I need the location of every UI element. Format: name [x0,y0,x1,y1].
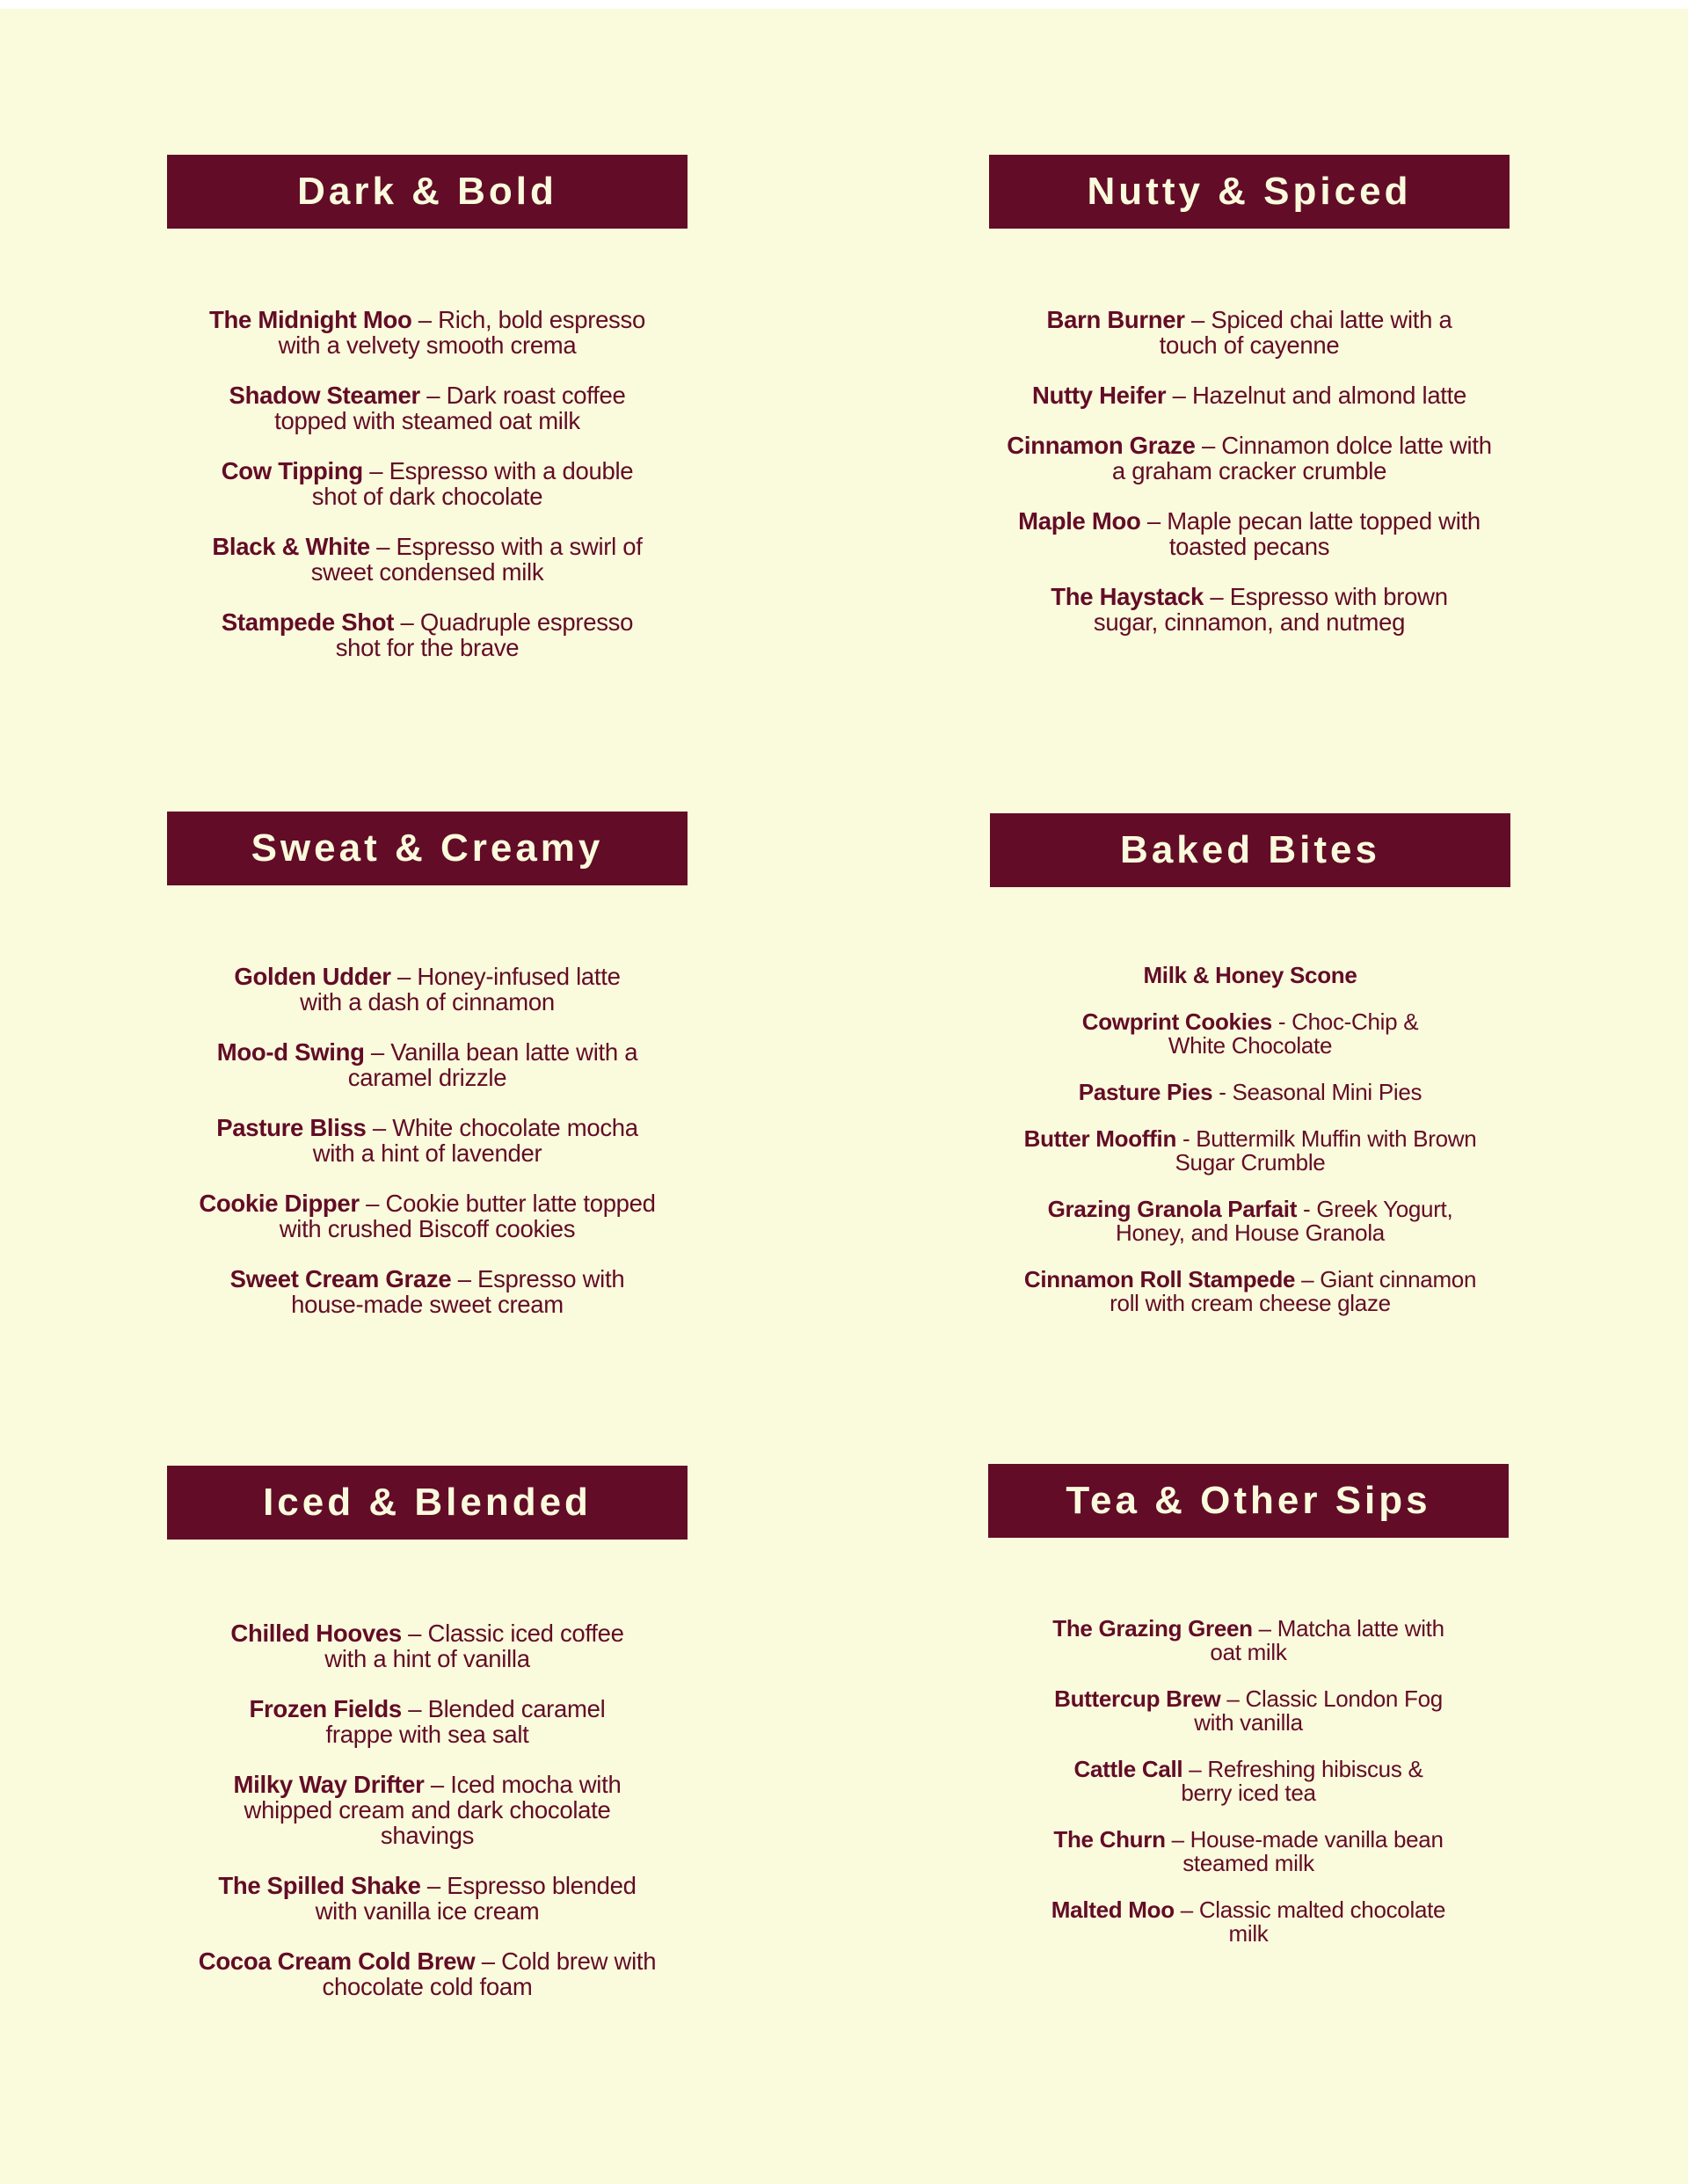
item-separator: – [401,1695,428,1722]
item-description: Rich, bold espresso with a velvety smooth crema [278,306,645,359]
item-separator: – [1252,1615,1277,1642]
item-name: Cookie Dipper [199,1190,360,1217]
menu-item [229,1620,625,1671]
item-description: Classic malted chocolate milk [1198,1896,1446,1947]
item-separator: – [1165,1826,1190,1853]
section-tea-and-other-sips [988,1464,1509,1969]
item-name: Butter Mooffin [1023,1125,1177,1152]
item-description: Matcha latte with oat milk [1210,1615,1444,1665]
menu-item [990,382,1509,408]
item-description: Seasonal Mini Pies [1232,1079,1422,1105]
item-description: Refreshing hibiscus & berry iced tea [1181,1756,1423,1806]
item-name: The Churn [1053,1826,1166,1853]
item-name: The Haystack [1051,583,1204,610]
item-separator: – [390,963,418,990]
item-description: Blended caramel frappe with sea salt [325,1695,606,1748]
item-description: Cold brew with chocolate cold foam [322,1947,657,2000]
item-separator: – [1184,306,1211,333]
item-description: Espresso blended with vanilla ice cream [315,1872,637,1925]
item-description: Dark roast coffee topped with steamed oat milk [274,382,626,434]
item-description: Classic iced coffee with a hint of vanilla [324,1620,624,1672]
item-description: Cookie butter latte topped with crushed Biscoff cookies [279,1190,656,1242]
item-separator: – [369,533,397,560]
item-description: Espresso with a swirl of sweet condensed milk [310,533,643,586]
section-nutty-and-spiced [989,155,1510,659]
section-dark-and-bold [167,155,688,685]
menu-item [199,458,656,509]
menu-item [1052,1010,1448,1058]
item-name: The Midnight Moo [209,306,412,333]
item-description: Honey-infused latte with a dash of cinnamon [300,963,621,1016]
menu-item [216,1039,638,1090]
item-separator: - [1271,1008,1292,1035]
menu-item-list [167,1620,688,1999]
item-name: Chilled Hooves [230,1620,402,1647]
menu-item-list [167,964,688,1317]
menu-item [199,307,656,358]
menu-item [207,382,647,433]
item-description: Espresso with a double shot of dark chocolate [311,457,634,510]
item-separator: – [424,1771,451,1798]
item-separator: – [420,1872,447,1899]
item-description: Hazelnut and almond latte [1191,382,1466,409]
menu-item [1051,1617,1446,1664]
menu-item-list [988,1617,1509,1946]
item-name: Cinnamon Graze [1007,432,1196,459]
item-description: Spiced chai latte with a touch of cayenne [1159,306,1452,359]
item-description: Vanilla bean latte with a caramel drizzle [347,1038,638,1091]
item-separator: – [419,382,447,409]
item-description: Giant cinnamon roll with cream cheese glaze [1110,1266,1477,1316]
menu-item-list [167,307,688,660]
item-name: The Grazing Green [1052,1615,1253,1642]
item-separator: – [451,1265,478,1292]
item-description: House-made vanilla bean steamed milk [1182,1826,1444,1876]
menu-item-list [990,964,1510,1315]
item-separator: - [1212,1079,1233,1105]
section-title: Dark & Bold [167,155,688,229]
item-separator: - [1297,1196,1317,1222]
menu-item [216,1115,638,1166]
item-name: Cocoa Cream Cold Brew [198,1947,476,1975]
item-name: Buttercup Brew [1054,1685,1221,1712]
item-description: Buttermilk Muffin with Brown Sugar Crumble [1175,1125,1477,1176]
menu-item [1051,1687,1446,1735]
item-name: Barn Burner [1046,306,1185,333]
section-sweat-and-creamy [167,812,688,1342]
item-name: Pasture Pies [1078,1079,1213,1105]
menu-item-list [989,307,1510,635]
item-separator: – [1140,507,1168,535]
item-name: The Spilled Shake [218,1872,421,1899]
menu-item [1022,1268,1479,1315]
menu-item [216,964,638,1015]
menu-item [1022,1198,1479,1245]
menu-item [1021,584,1478,635]
item-separator: – [1182,1756,1208,1782]
item-separator: – [364,1038,391,1066]
item-name: Milky Way Drifter [233,1771,425,1798]
item-separator: – [1174,1896,1199,1923]
menu-item [203,1266,651,1317]
item-name: Cowprint Cookies [1081,1008,1272,1035]
menu-item [1022,964,1479,987]
item-name: Cattle Call [1073,1756,1183,1782]
item-name: Golden Udder [234,963,391,990]
item-name: Black & White [212,533,370,560]
item-description: Choc-Chip & White Chocolate [1168,1008,1419,1059]
item-description: Iced mocha with whipped cream and dark chocolate shavings [244,1771,622,1849]
menu-item [199,609,656,660]
menu-page [0,9,1688,2184]
item-separator: – [411,306,439,333]
item-name: Pasture Bliss [216,1114,367,1141]
item-separator: – [1295,1266,1321,1292]
item-separator: – [475,1947,502,1975]
item-separator: – [401,1620,428,1647]
section-iced-and-blended [167,1466,688,2024]
item-description: White chocolate mocha with a hint of lavender [312,1114,638,1167]
item-name: Sweet Cream Graze [229,1265,452,1292]
section-title: Nutty & Spiced [989,155,1510,229]
item-separator: – [1220,1685,1246,1712]
menu-item [190,534,665,585]
item-name: Frozen Fields [249,1695,402,1722]
item-description: Classic London Fog with vanilla [1194,1685,1443,1736]
menu-item [1022,1127,1479,1175]
item-name: Cow Tipping [221,457,363,484]
item-name: Grazing Granola Parfait [1047,1196,1298,1222]
section-title: Baked Bites [990,813,1510,887]
item-name: Milk & Honey Scone [1143,962,1357,988]
section-title: Iced & Blended [167,1466,688,1540]
menu-item [1051,1758,1446,1805]
menu-item [1021,307,1478,358]
item-separator: – [1195,432,1222,459]
item-description: Espresso with house-made sweet cream [291,1265,625,1318]
menu-item [199,1190,656,1241]
item-name: Stampede Shot [221,608,395,636]
item-description: Greek Yogurt, Honey, and House Granola [1116,1196,1453,1246]
item-separator: - [1176,1125,1197,1152]
menu-item [194,1948,660,1999]
menu-item [1022,1081,1479,1104]
menu-item [194,1873,660,1924]
item-separator: – [366,1114,393,1141]
item-separator: – [394,608,420,636]
menu-item [1012,508,1487,559]
menu-item [1024,1828,1473,1875]
item-description: Maple pecan latte topped with toasted pecans [1167,507,1481,560]
item-name: Maple Moo [1018,507,1141,535]
section-title: Tea & Other Sips [988,1464,1509,1538]
item-separator: – [1204,583,1230,610]
item-separator: – [1166,382,1192,409]
item-separator: – [362,457,389,484]
menu-item [225,1696,629,1747]
item-description: Espresso with brown sugar, cinnamon, and nutmeg [1093,583,1448,636]
item-description: Quadruple espresso shot for the brave [335,608,634,661]
item-name: Cinnamon Roll Stampede [1023,1266,1296,1292]
section-baked-bites [990,813,1510,1338]
item-name: Malted Moo [1051,1896,1175,1923]
menu-item [203,1772,651,1848]
item-name: Shadow Steamer [229,382,420,409]
menu-item [1051,1898,1446,1946]
item-description: Cinnamon dolce latte with a graham cracker crumble [1111,432,1492,484]
item-separator: – [359,1190,386,1217]
item-name: Moo-d Swing [216,1038,365,1066]
section-title: Sweat & Creamy [167,812,688,885]
menu-item [1003,433,1495,484]
item-name: Nutty Heifer [1032,382,1167,409]
